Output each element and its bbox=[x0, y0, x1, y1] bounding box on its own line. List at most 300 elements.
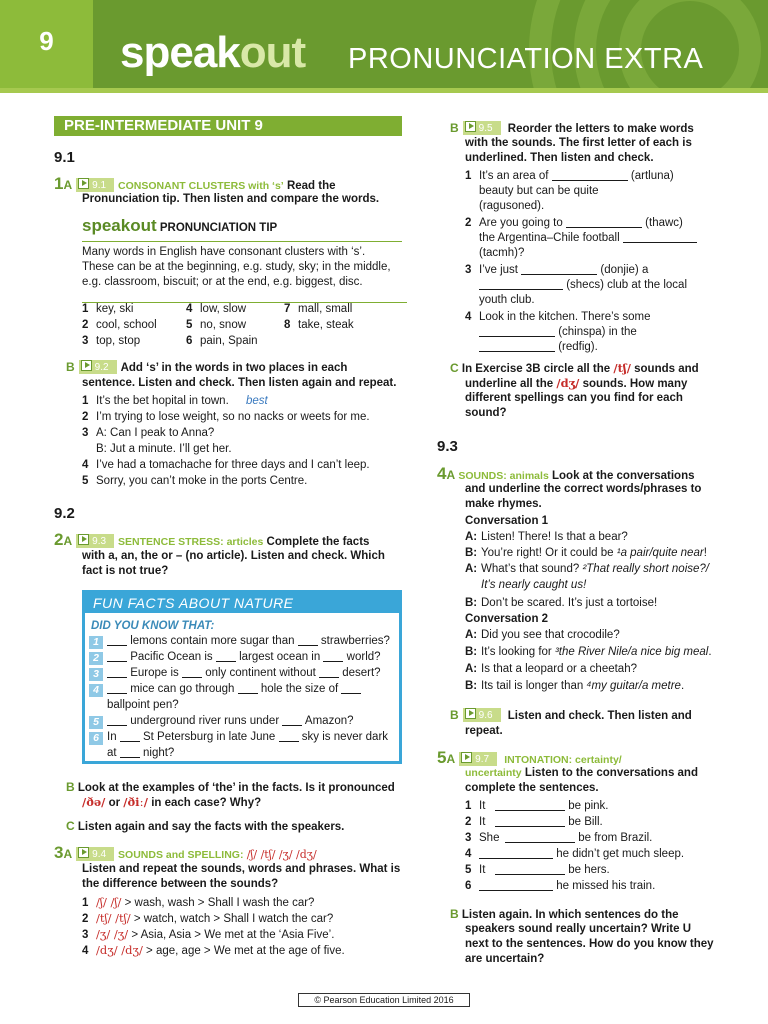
answer-blank[interactable] bbox=[505, 831, 575, 843]
item-text: take, steak bbox=[298, 319, 354, 331]
exercise-3b-items bbox=[465, 169, 755, 355]
line-text: Its tail is longer than bbox=[481, 680, 587, 692]
exercise-3c bbox=[450, 361, 750, 377]
fact-item-continued bbox=[89, 746, 399, 762]
item-text: beauty but can be quite bbox=[479, 185, 599, 197]
answer-blank[interactable] bbox=[495, 799, 565, 811]
instruction: Read the bbox=[286, 180, 336, 192]
fact-text: ballpoint pen? bbox=[107, 699, 179, 711]
choice-text[interactable]: ²That really short noise?/ bbox=[582, 563, 709, 575]
item-text: (ragusoned). bbox=[479, 200, 545, 212]
list-item-continued bbox=[465, 325, 755, 340]
tip-line: Many words in English have consonant clusters with ‘s’. bbox=[82, 246, 366, 258]
fact-text: In bbox=[107, 731, 117, 743]
fact-number: 5 bbox=[89, 716, 103, 729]
fact-text: sky is never dark bbox=[301, 731, 389, 743]
audio-track-label: 9.2 bbox=[94, 362, 109, 373]
instruction-line: and underline the correct words/phrases to bbox=[465, 483, 702, 495]
instruction-line: underlined. Then listen and check. bbox=[465, 152, 654, 164]
item-text: top, stop bbox=[96, 335, 141, 347]
answer-blank[interactable] bbox=[107, 714, 127, 726]
item-number: 2 bbox=[465, 816, 472, 828]
item-text: It bbox=[479, 864, 486, 876]
exercise-number: 4 bbox=[437, 464, 447, 483]
fact-text: Pacific Ocean is bbox=[130, 651, 213, 663]
dialogue-line bbox=[465, 530, 755, 546]
instruction: Complete the facts bbox=[266, 536, 370, 548]
instruction: in each case? Why? bbox=[151, 797, 262, 809]
line-text: . bbox=[680, 680, 685, 692]
list-item-continued bbox=[465, 246, 755, 263]
dialogue-line bbox=[465, 596, 755, 612]
item-text: (donjie) a bbox=[600, 264, 649, 276]
item-text: > wash, wash > Shall I wash the car? bbox=[121, 897, 315, 909]
item-text: She bbox=[479, 832, 500, 844]
instruction-line: complete the sentences. bbox=[465, 782, 599, 794]
tip-logo-speak: speak bbox=[82, 216, 131, 235]
list-item bbox=[82, 474, 412, 490]
play-icon bbox=[465, 708, 476, 719]
item-text: > Asia, Asia > We met at the ‘Asia Five’. bbox=[128, 929, 335, 941]
phonetic-symbol: /dʒ/ bbox=[556, 376, 580, 390]
instruction: or bbox=[108, 797, 121, 809]
answer-blank[interactable] bbox=[216, 650, 236, 662]
exercise-focus: SENTENCE STRESS: articles bbox=[118, 536, 264, 548]
answer-blank[interactable] bbox=[479, 340, 555, 352]
item-text: be Bill. bbox=[568, 816, 603, 828]
list-item bbox=[465, 847, 755, 863]
tip-logo bbox=[82, 216, 157, 235]
item-text: be pink. bbox=[568, 800, 609, 812]
line-text: Don’t be scared. It’s just a tortoise! bbox=[481, 597, 658, 609]
instruction-line: repeat. bbox=[465, 725, 503, 737]
item-text: no, snow bbox=[200, 319, 247, 331]
section-heading-9-3: 9.3 bbox=[437, 438, 458, 455]
fact-item bbox=[89, 714, 399, 730]
instruction-line: speakers sound really uncertain? Write U bbox=[465, 923, 692, 935]
line-text: It’s looking for bbox=[481, 646, 555, 658]
item-number: 5 bbox=[465, 864, 472, 876]
speaker: A: bbox=[465, 563, 478, 575]
instruction: Add ‘s’ in the words in two places in each bbox=[120, 362, 348, 374]
list-item bbox=[82, 927, 412, 943]
conversation-1 bbox=[465, 530, 755, 612]
phonetic-symbol: /ʒ/ /ʒ/ bbox=[96, 927, 129, 941]
answer-blank[interactable] bbox=[298, 634, 318, 646]
exercise-letter: A bbox=[63, 847, 73, 861]
word-cell bbox=[186, 334, 258, 349]
line-text: What’s that sound? bbox=[481, 563, 583, 575]
fact-text: strawberries? bbox=[320, 635, 390, 647]
list-item bbox=[465, 815, 755, 831]
fact-item bbox=[89, 650, 399, 666]
play-icon bbox=[81, 360, 92, 371]
dialogue-line bbox=[465, 628, 755, 645]
tip-logo-out: out bbox=[130, 216, 157, 235]
list-item-continued bbox=[465, 184, 755, 199]
copyright-footer: © Pearson Education Limited 2016 bbox=[298, 993, 470, 1007]
play-icon bbox=[78, 847, 89, 858]
item-number: 8 bbox=[284, 319, 291, 331]
fact-number: 2 bbox=[89, 652, 103, 665]
answer-blank[interactable] bbox=[521, 263, 597, 275]
answer-blank[interactable] bbox=[495, 815, 565, 827]
instruction-line: different spellings can you find for each bbox=[465, 392, 683, 404]
fact-text: world? bbox=[346, 651, 381, 663]
exercise-5b bbox=[450, 907, 750, 923]
section-banner: PRE-INTERMEDIATE UNIT 9 bbox=[54, 116, 402, 136]
fact-text: at bbox=[107, 747, 117, 759]
item-number: 1 bbox=[82, 303, 89, 315]
fact-item bbox=[89, 634, 399, 650]
word-cell bbox=[186, 302, 246, 317]
section-heading-9-1: 9.1 bbox=[54, 149, 75, 166]
choice-text[interactable]: ⁴my guitar/a metre bbox=[586, 680, 681, 692]
audio-track-button[interactable] bbox=[76, 534, 114, 548]
exercise-number: 3 bbox=[54, 843, 64, 862]
speakout-logo bbox=[120, 28, 305, 78]
exercise-5a-items bbox=[465, 799, 755, 895]
speaker: B: bbox=[465, 646, 478, 658]
phonetic-symbol: /ðiː/ bbox=[123, 795, 148, 809]
instruction: Listen to the conversations and bbox=[524, 767, 698, 779]
tip-line: These can be at the beginning, e.g. study, sky; in the middle, bbox=[82, 261, 391, 273]
play-icon bbox=[78, 534, 89, 545]
audio-track-label: 9.3 bbox=[92, 536, 107, 547]
item-number: 4 bbox=[465, 848, 472, 860]
list-item bbox=[82, 895, 412, 911]
exercise-letter: C bbox=[66, 819, 75, 833]
instruction-line: make rhymes. bbox=[465, 498, 542, 510]
item-number: 4 bbox=[82, 459, 89, 471]
item-text: cool, school bbox=[96, 319, 157, 331]
word-cell bbox=[82, 318, 157, 333]
instruction: underline all the bbox=[465, 378, 554, 390]
fact-number: 6 bbox=[89, 732, 103, 745]
dialogue-line bbox=[465, 562, 755, 578]
answer-blank[interactable] bbox=[107, 650, 127, 662]
item-text: It bbox=[479, 816, 486, 828]
list-item-continued bbox=[465, 293, 755, 310]
instruction: Look at the examples of ‘the’ in the facts. Is it pronounced bbox=[77, 782, 395, 794]
exercise-focus: INTONATION: certainty/ bbox=[504, 754, 622, 766]
answer-blank[interactable] bbox=[279, 730, 299, 742]
exercise-letter: B bbox=[450, 708, 459, 722]
answer-blank[interactable] bbox=[479, 879, 553, 891]
audio-track-label: 9.5 bbox=[478, 123, 493, 134]
phonetic-symbol: /tʃ/ /tʃ/ bbox=[96, 911, 131, 925]
speaker: A: bbox=[465, 663, 478, 675]
play-icon bbox=[461, 752, 472, 763]
list-item: 2 Are you going to (thawc) bbox=[465, 217, 683, 229]
item-text: B: Jut a minute. I’ll get her. bbox=[96, 443, 232, 455]
exercise-letter: B bbox=[66, 780, 75, 794]
answer-blank[interactable] bbox=[479, 325, 555, 337]
line-text: Listen! There! Is that a bear? bbox=[481, 531, 628, 543]
item-number: 2 bbox=[82, 319, 89, 331]
fact-text: underground river runs under bbox=[130, 715, 280, 727]
phonetic-symbol: /ʃ/ /ʃ/ bbox=[96, 895, 122, 909]
list-item-continued bbox=[465, 199, 755, 216]
answer-blank[interactable] bbox=[479, 847, 553, 859]
audio-track-label: 9.7 bbox=[475, 754, 490, 765]
instruction: Look at the conversations bbox=[552, 470, 695, 482]
speaker: B: bbox=[465, 547, 478, 559]
fact-item bbox=[89, 730, 399, 746]
answer-blank[interactable] bbox=[238, 682, 258, 694]
pronunciation-tip-header bbox=[82, 218, 402, 242]
audio-track-label: 9.6 bbox=[478, 710, 493, 721]
instruction-line: with a, an, the or – (no article). Listen and check. Which bbox=[82, 550, 385, 562]
exercise-letter: A bbox=[446, 468, 456, 482]
instruction-line bbox=[82, 795, 261, 811]
item-text: (thawc) bbox=[645, 217, 683, 229]
exercise-1b-items bbox=[82, 394, 412, 490]
answer-blank[interactable] bbox=[495, 863, 565, 875]
exercise-focus: CONSONANT CLUSTERS with ‘s’ bbox=[118, 180, 284, 192]
item-text: (redfig). bbox=[558, 341, 598, 353]
page-title: PRONUNCIATION EXTRA bbox=[348, 43, 704, 75]
choice-text[interactable]: It’s nearly caught us! bbox=[481, 579, 587, 591]
word-cell bbox=[82, 302, 134, 317]
item-text: mall, small bbox=[298, 303, 353, 315]
fact-item bbox=[89, 666, 399, 682]
item-text: Look in the kitchen. There’s some bbox=[479, 311, 651, 323]
conversation-heading: Conversation 2 bbox=[465, 613, 549, 625]
instruction-line: Listen and repeat the sounds, words and phrases. What is bbox=[82, 863, 401, 875]
fun-facts-subheading: DID YOU KNOW THAT: bbox=[91, 620, 215, 632]
tip-title: PRONUNCIATION TIP bbox=[159, 222, 278, 234]
instruction-line bbox=[465, 766, 698, 781]
audio-track-label: 9.4 bbox=[92, 849, 107, 860]
instruction: Reorder the letters to make words bbox=[507, 123, 694, 135]
choice-text[interactable]: ¹a pair/quite near bbox=[616, 547, 704, 559]
exercise-2b bbox=[66, 780, 406, 796]
conversation-2 bbox=[465, 628, 755, 696]
exercise-letter: B bbox=[450, 907, 459, 921]
word-cell bbox=[284, 302, 352, 317]
instruction-line: the difference between the sounds? bbox=[82, 878, 279, 890]
answer-blank[interactable] bbox=[107, 682, 127, 694]
exercise-2c bbox=[66, 819, 344, 835]
phonetic-symbol: /dʒ/ /dʒ/ bbox=[96, 943, 143, 957]
list-item: 3 I’ve just (donjie) a bbox=[465, 264, 649, 276]
instruction-line: sentence. Listen and check. Then listen again and repeat. bbox=[82, 377, 397, 389]
fact-text: Amazon? bbox=[304, 715, 354, 727]
header-stripe bbox=[0, 88, 768, 93]
line-text: ! bbox=[703, 547, 707, 559]
item-text: he didn’t get much sleep. bbox=[556, 848, 685, 860]
exercise-focus: SOUNDS and SPELLING: bbox=[118, 849, 244, 861]
fact-text: desert? bbox=[342, 667, 381, 679]
fact-text: largest ocean in bbox=[239, 651, 321, 663]
list-item-continued bbox=[465, 278, 755, 293]
item-number: 3 bbox=[82, 427, 89, 439]
item-number: 6 bbox=[465, 880, 472, 892]
list-item bbox=[82, 426, 412, 442]
instruction: Listen and check. Then listen and bbox=[507, 710, 692, 722]
exercise-3b bbox=[450, 121, 750, 137]
list-item bbox=[82, 410, 412, 426]
word-cell bbox=[186, 318, 246, 333]
fact-number: 3 bbox=[89, 668, 103, 681]
instruction-line: sound? bbox=[465, 407, 507, 419]
phonetic-symbol: /ʃ/ /tʃ/ /ʒ/ /dʒ/ bbox=[246, 848, 317, 861]
instruction: In Exercise 3B circle all the bbox=[461, 363, 611, 375]
item-text: I’m trying to lose weight, so no nacks or weets for me. bbox=[96, 411, 370, 423]
play-icon bbox=[78, 178, 89, 189]
item-number: 7 bbox=[284, 303, 291, 315]
list-item bbox=[82, 394, 412, 410]
list-item bbox=[465, 799, 755, 815]
instruction-line bbox=[465, 376, 687, 392]
item-text: be from Brazil. bbox=[578, 832, 653, 844]
answer-blank[interactable] bbox=[107, 634, 127, 646]
dialogue-line bbox=[465, 679, 755, 696]
item-text: low, slow bbox=[200, 303, 247, 315]
dialogue-line bbox=[465, 546, 755, 562]
conversation-heading: Conversation 1 bbox=[465, 515, 549, 527]
fun-facts-box bbox=[82, 590, 402, 764]
dialogue-line bbox=[465, 578, 755, 596]
speaker: B: bbox=[465, 597, 478, 609]
fact-number: 4 bbox=[89, 684, 103, 697]
item-number: 1 bbox=[82, 897, 89, 909]
line-text: Is that a leopard or a cheetah? bbox=[481, 663, 637, 675]
item-text: Sorry, you can’t moke in the ports Centre. bbox=[96, 475, 308, 487]
exercise-letter: A bbox=[63, 178, 73, 192]
item-number: 1 bbox=[465, 800, 472, 812]
item-number: 3 bbox=[82, 335, 89, 347]
item-text: pain, Spain bbox=[200, 335, 258, 347]
list-item bbox=[82, 943, 412, 959]
answer-blank[interactable] bbox=[552, 169, 628, 181]
audio-track-button[interactable] bbox=[79, 360, 117, 374]
logo-out: out bbox=[239, 28, 306, 77]
fact-item-continued bbox=[89, 698, 399, 714]
answer-blank[interactable] bbox=[479, 278, 563, 290]
fact-item bbox=[89, 682, 399, 698]
tip-text bbox=[82, 245, 407, 290]
example-answer: best bbox=[245, 395, 268, 407]
fact-number: 1 bbox=[89, 636, 103, 649]
exercise-number: 1 bbox=[54, 174, 64, 193]
line-text: Did you see that crocodile? bbox=[481, 629, 620, 641]
tip-line: e.g. classroom, biscuit; or at the end, e.g. biggest, disc. bbox=[82, 276, 363, 288]
phonetic-symbol: /tʃ/ bbox=[613, 361, 631, 375]
item-text: It’s an area of bbox=[479, 170, 549, 182]
exercise-letter: C bbox=[450, 361, 459, 375]
item-text: (artluna) bbox=[630, 170, 674, 182]
speaker: A: bbox=[465, 629, 478, 641]
exercise-letter: A bbox=[63, 534, 73, 548]
audio-track-button[interactable] bbox=[76, 178, 114, 192]
item-text: It bbox=[479, 800, 486, 812]
fact-text: night? bbox=[143, 747, 175, 759]
instruction: Listen again and say the facts with the speakers. bbox=[77, 821, 345, 833]
instruction: Listen again. In which sentences do the bbox=[461, 909, 679, 921]
item-number: 6 bbox=[186, 335, 193, 347]
word-cell bbox=[82, 334, 140, 349]
exercise-2a bbox=[54, 532, 414, 550]
exercise-focus: uncertainty bbox=[465, 767, 522, 779]
answer-blank[interactable] bbox=[566, 216, 642, 228]
audio-track-label: 9.1 bbox=[92, 180, 107, 191]
item-text: the Argentina–Chile football bbox=[479, 232, 620, 244]
fact-text: Europe is bbox=[130, 667, 179, 679]
item-text: (chinspa) in the bbox=[558, 326, 637, 338]
item-number: 5 bbox=[82, 475, 89, 487]
fact-text: only continent without bbox=[205, 667, 316, 679]
instruction-line: fact is not true? bbox=[82, 565, 169, 577]
answer-blank[interactable] bbox=[120, 730, 140, 742]
exercise-3a bbox=[54, 845, 414, 863]
answer-blank[interactable] bbox=[282, 714, 302, 726]
item-text: Are you going to bbox=[479, 217, 563, 229]
speaker: A: bbox=[465, 531, 478, 543]
answer-blank[interactable] bbox=[120, 746, 140, 758]
item-number: 5 bbox=[186, 319, 193, 331]
phonetic-symbol: /ðə/ bbox=[82, 795, 106, 809]
item-number: 4 bbox=[186, 303, 193, 315]
exercise-number: 5 bbox=[437, 748, 447, 767]
instruction-line: with the sounds. The first letter of each is bbox=[465, 137, 692, 149]
play-icon bbox=[465, 121, 476, 132]
instruction-line: Pronunciation tip. Then listen and compare the words. bbox=[82, 193, 380, 205]
answer-blank[interactable] bbox=[319, 666, 339, 678]
answer-blank[interactable] bbox=[182, 666, 202, 678]
fun-facts-heading: FUN FACTS ABOUT NATURE bbox=[85, 593, 399, 613]
speaker: B: bbox=[465, 680, 478, 692]
item-number: 2 bbox=[82, 411, 89, 423]
audio-track-button[interactable] bbox=[459, 752, 497, 766]
audio-track-button[interactable] bbox=[76, 847, 114, 861]
line-text: . bbox=[708, 646, 712, 658]
audio-track-button[interactable] bbox=[463, 708, 501, 722]
fact-text: mice can go through bbox=[130, 683, 235, 695]
list-item: 4 Look in the kitchen. There’s some bbox=[465, 311, 651, 323]
fact-text: lemons contain more sugar than bbox=[130, 635, 295, 647]
list-item-continued bbox=[465, 340, 755, 355]
item-text: key, ski bbox=[96, 303, 134, 315]
exercise-focus: SOUNDS: animals bbox=[458, 470, 549, 482]
list-item bbox=[82, 458, 412, 474]
item-text: It’s the bet hopital in town. bbox=[96, 395, 229, 407]
line-text: You’re right! Or it could be bbox=[481, 547, 617, 559]
audio-track-button[interactable] bbox=[463, 121, 501, 135]
item-text: (shecs) club at the local bbox=[566, 279, 688, 291]
instruction: sounds. How many bbox=[582, 378, 688, 390]
item-text: I’ve had a tomachache for three days and I can’t leep. bbox=[96, 459, 370, 471]
instruction: sounds and bbox=[634, 363, 699, 375]
item-text: > watch, watch > Shall I watch the car? bbox=[130, 913, 334, 925]
answer-blank[interactable] bbox=[341, 682, 361, 694]
answer-blank[interactable] bbox=[623, 231, 697, 243]
item-number: 3 bbox=[465, 832, 472, 844]
fact-text: St Petersburg in late June bbox=[143, 731, 276, 743]
unit-number: 9 bbox=[39, 26, 54, 56]
dialogue-line bbox=[465, 662, 755, 679]
dialogue-line bbox=[465, 645, 755, 662]
exercise-letter: B bbox=[66, 360, 75, 374]
choice-text[interactable]: ³the River Nile/a nice big meal bbox=[554, 646, 709, 658]
list-item bbox=[82, 442, 412, 458]
list-item bbox=[465, 863, 755, 879]
answer-blank[interactable] bbox=[323, 650, 343, 662]
list-item-continued bbox=[465, 231, 755, 246]
answer-blank[interactable] bbox=[107, 666, 127, 678]
list-item bbox=[465, 831, 755, 847]
